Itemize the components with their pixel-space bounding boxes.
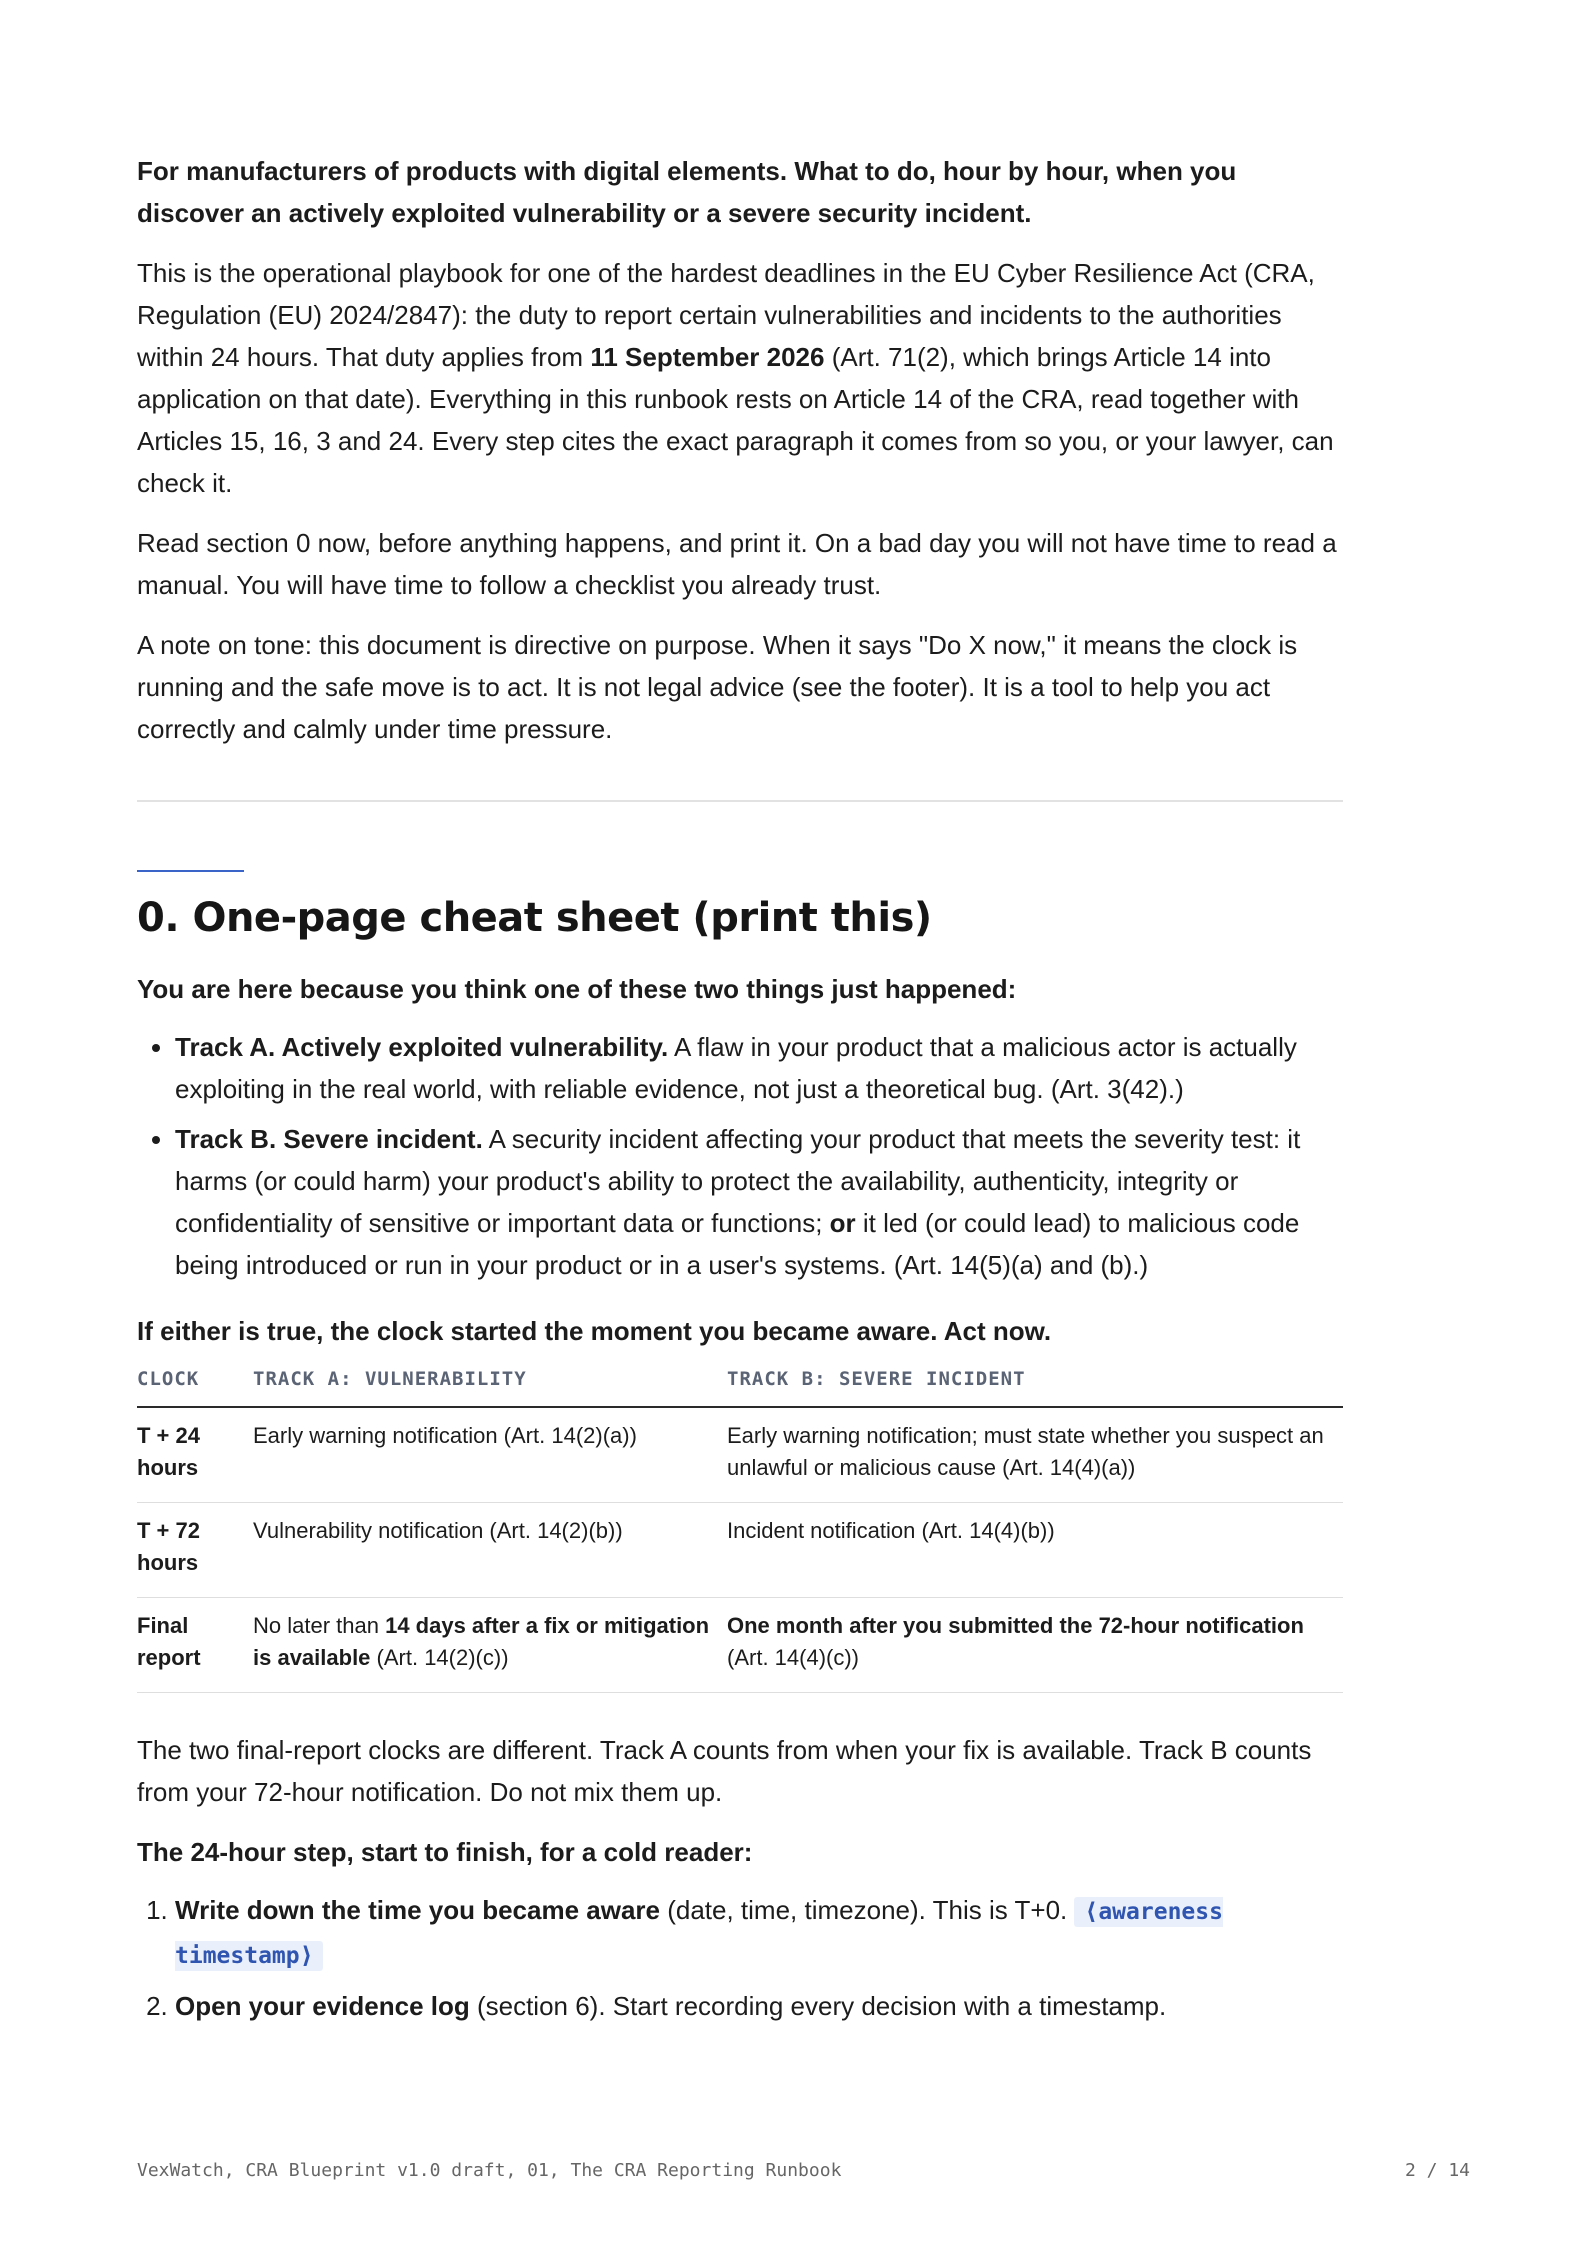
- intro-paragraph-2: Read section 0 now, before anything happens, and print it. On a bad day you will not have time to read a manual. You will have time to follow a checklist you already trust.: [137, 528, 1337, 600]
- table-row: [137, 1598, 1343, 1693]
- section-title: 0. One-page cheat sheet (print this): [137, 895, 932, 941]
- cell-track-b: Incident notification (Art. 14(4)(b)): [727, 1503, 1343, 1598]
- header-clock: CLOCK: [137, 1368, 253, 1407]
- header-track-b: TRACK B: SEVERE INCIDENT: [727, 1368, 1343, 1407]
- intro-p1-text: This is the operational playbook for one of the hardest deadlines in the EU Cyber Resilience Act (CRA, Regulation (EU) 2024/2847): the duty to report certain vulnerabilities and incidents to the authorities within 24 hours. That duty applies from: [137, 258, 1315, 372]
- clock-table: [137, 1368, 1343, 1693]
- table-row: [137, 1503, 1343, 1598]
- act-now-callout: If either is true, the clock started the moment you became aware. Act now.: [137, 1316, 1052, 1346]
- step-2-label: Open your evidence log: [175, 1991, 470, 2021]
- cell-clock: T + 72 hours: [137, 1503, 253, 1598]
- clocks-note: The two final-report clocks are different. Track A counts from when your fix is available. Track B counts from your 72-hour notification. Do not mix them up.: [137, 1735, 1312, 1807]
- track-b-text-cont: it led (or could lead) to malicious code being introduced or run in your product or in a user's systems. (Art. 14(5)(a) and (b).): [175, 1208, 1300, 1280]
- page-content: [137, 150, 1343, 2035]
- track-a-text: A flaw in your product that a malicious actor is actually exploiting in the real world, with reliable evidence, not just a theoretical bug. (Art. 3(42).): [175, 1032, 1297, 1104]
- cell-track-a: No later than 14 days after a fix or mitigation is available (Art. 14(2)(c)): [253, 1598, 727, 1693]
- track-b-item: [175, 1118, 1343, 1286]
- cell-clock: T + 24 hours: [137, 1407, 253, 1503]
- cell-clock: Final report: [137, 1598, 253, 1693]
- step-1-label: Write down the time you became aware: [175, 1895, 660, 1925]
- track-a-item: [175, 1026, 1343, 1110]
- footer-page-number: 2 / 14: [1404, 2160, 1470, 2181]
- step-list: [137, 1889, 1343, 2027]
- table-row: [137, 1407, 1343, 1503]
- track-a-label: Track A. Actively exploited vulnerability.: [175, 1032, 669, 1062]
- intro-lead: For manufacturers of products with digital elements. What to do, hour by hour, when you discover an actively exploited vulnerability or a severe security incident.: [137, 156, 1237, 228]
- awareness-timestamp-placeholder: ⟨awareness timestamp⟩: [175, 1899, 1223, 1969]
- cell-track-a: Vulnerability notification (Art. 14(2)(b)): [253, 1503, 727, 1598]
- step-1-text: (date, time, timezone). This is T+0.: [660, 1895, 1075, 1925]
- track-b-label: Track B. Severe incident.: [175, 1124, 483, 1154]
- section-divider: [137, 800, 1343, 802]
- intro-paragraph-3: A note on tone: this document is directive on purpose. When it says "Do X now," it means the clock is running and the safe move is to act. It is not legal advice (see the footer). It is a tool to help you act correctly and calmly under time pressure.: [137, 630, 1298, 744]
- header-track-a: TRACK A: VULNERABILITY: [253, 1368, 727, 1407]
- cell-track-a: Early warning notification (Art. 14(2)(a)): [253, 1407, 727, 1503]
- intro-p1-date: 11 September 2026: [590, 342, 825, 372]
- intro-paragraph-1: [137, 252, 1343, 504]
- step-2-text: (section 6). Start recording every decision with a timestamp.: [469, 1991, 1167, 2021]
- cell-track-b: Early warning notification; must state whether you suspect an unlawful or malicious cause (Art. 14(4)(a)): [727, 1407, 1343, 1503]
- cell-track-b: One month after you submitted the 72-hour notification (Art. 14(4)(c)): [727, 1598, 1343, 1693]
- section-intro: You are here because you think one of these two things just happened:: [137, 974, 1017, 1004]
- step-item: [175, 1985, 1343, 2027]
- table-header-row: [137, 1368, 1343, 1407]
- track-b-or: or: [829, 1208, 856, 1238]
- step-item: [175, 1889, 1343, 1977]
- step-heading: The 24-hour step, start to finish, for a cold reader:: [137, 1837, 753, 1867]
- footer-document-title: VexWatch, CRA Blueprint v1.0 draft, 01, The CRA Reporting Runbook: [137, 2160, 842, 2181]
- intro-p1-text-cont: (Art. 71(2), which brings Article 14 into application on that date). Everything in this runbook rests on Article 14 of the CRA, read together with Articles 15, 16, 3 and 24. Every step cites the exact paragraph it comes from so you, or your lawyer, can check it.: [137, 342, 1334, 498]
- section-accent-bar: [137, 870, 244, 872]
- track-list: [137, 1026, 1343, 1286]
- track-b-text: A security incident affecting your product that meets the severity test: it harms (or could harm) your product's ability to protect the availability, authenticity, integrity or confidentiality of sensitive or important data or functions;: [175, 1124, 1301, 1238]
